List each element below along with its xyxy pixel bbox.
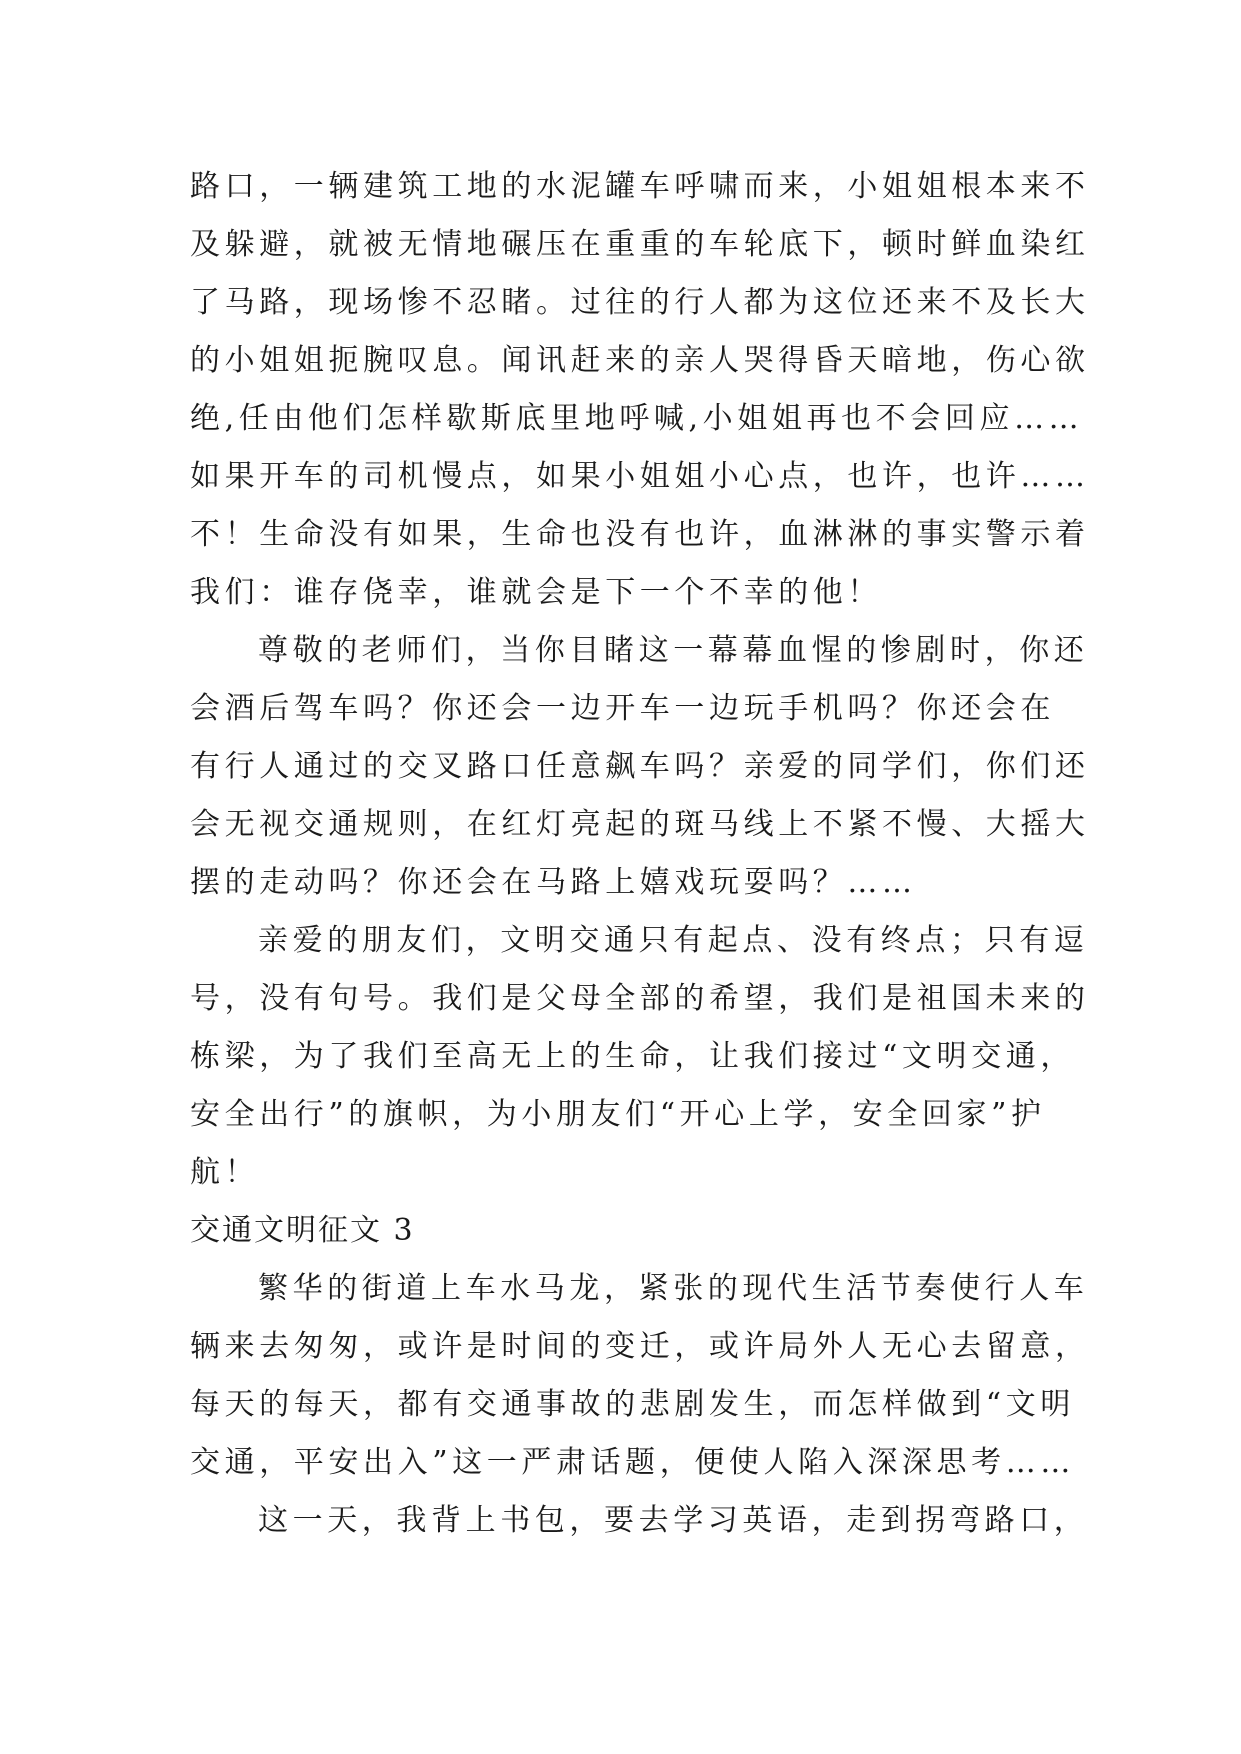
text-line: 摆的走动吗？你还会在马路上嬉戏玩耍吗？……	[190, 865, 917, 900]
text-line: 会无视交通规则，在红灯亮起的斑马线上不紧不慢、大摇大	[190, 807, 1090, 842]
text-line: 尊敬的老师们，当你目睹这一幕幕血惺的惨剧时，你还	[258, 633, 1089, 668]
text-line: 这一天，我背上书包，要去学习英语，走到拐弯路口，	[258, 1503, 1089, 1538]
document-body	[190, 158, 1090, 1550]
text-line: 及躲避，就被无情地碾压在重重的车轮底下，顿时鲜血染红	[190, 227, 1090, 262]
text-line: 的小姐姐扼腕叹息。闻讯赶来的亲人哭得昏天暗地，伤心欲	[190, 343, 1090, 378]
text-line: 每天的每天，都有交通事故的悲剧发生，而怎样做到“文明	[190, 1387, 1075, 1422]
text-line: 辆来去匆匆，或许是时间的变迁，或许局外人无心去留意，	[190, 1329, 1090, 1364]
text-line: 号，没有句号。我们是父母全部的希望，我们是祖国未来的	[190, 981, 1090, 1016]
text-line: 不！生命没有如果，生命也没有也许，血淋淋的事实警示着	[190, 517, 1090, 552]
section-heading: 交通文明征文 3	[190, 1213, 415, 1248]
text-line: 交通，平安出入”这一严肃话题，便使人陷入深深思考……	[190, 1445, 1075, 1480]
text-line: 安全出行”的旗帜，为小朋友们“开心上学，安全回家”护	[190, 1097, 1046, 1132]
text-line: 路口，一辆建筑工地的水泥罐车呼啸而来，小姐姐根本来不	[190, 169, 1090, 204]
text-line: 亲爱的朋友们，文明交通只有起点、没有终点；只有逗	[258, 923, 1089, 958]
text-line: 我们：谁存侥幸，谁就会是下一个不幸的他！	[190, 575, 882, 610]
text-line: 栋梁，为了我们至高无上的生命，让我们接过“文明交通，	[190, 1039, 1075, 1074]
text-line: 绝,任由他们怎样歇斯底里地呼喊,小姐姐再也不会回应……	[190, 401, 1084, 436]
text-line: 有行人通过的交叉路口任意飙车吗？亲爱的同学们，你们还	[190, 749, 1090, 784]
text-line: 会酒后驾车吗？你还会一边开车一边玩手机吗？你还会在	[190, 691, 1055, 726]
text-line: 繁华的街道上车水马龙，紧张的现代生活节奏使行人车	[258, 1271, 1089, 1306]
text-line: 如果开车的司机慢点，如果小姐姐小心点，也许，也许……	[190, 459, 1090, 494]
text-line: 航！	[190, 1155, 260, 1190]
text-line: 了马路，现场惨不忍睹。过往的行人都为这位还来不及长大	[190, 285, 1090, 320]
